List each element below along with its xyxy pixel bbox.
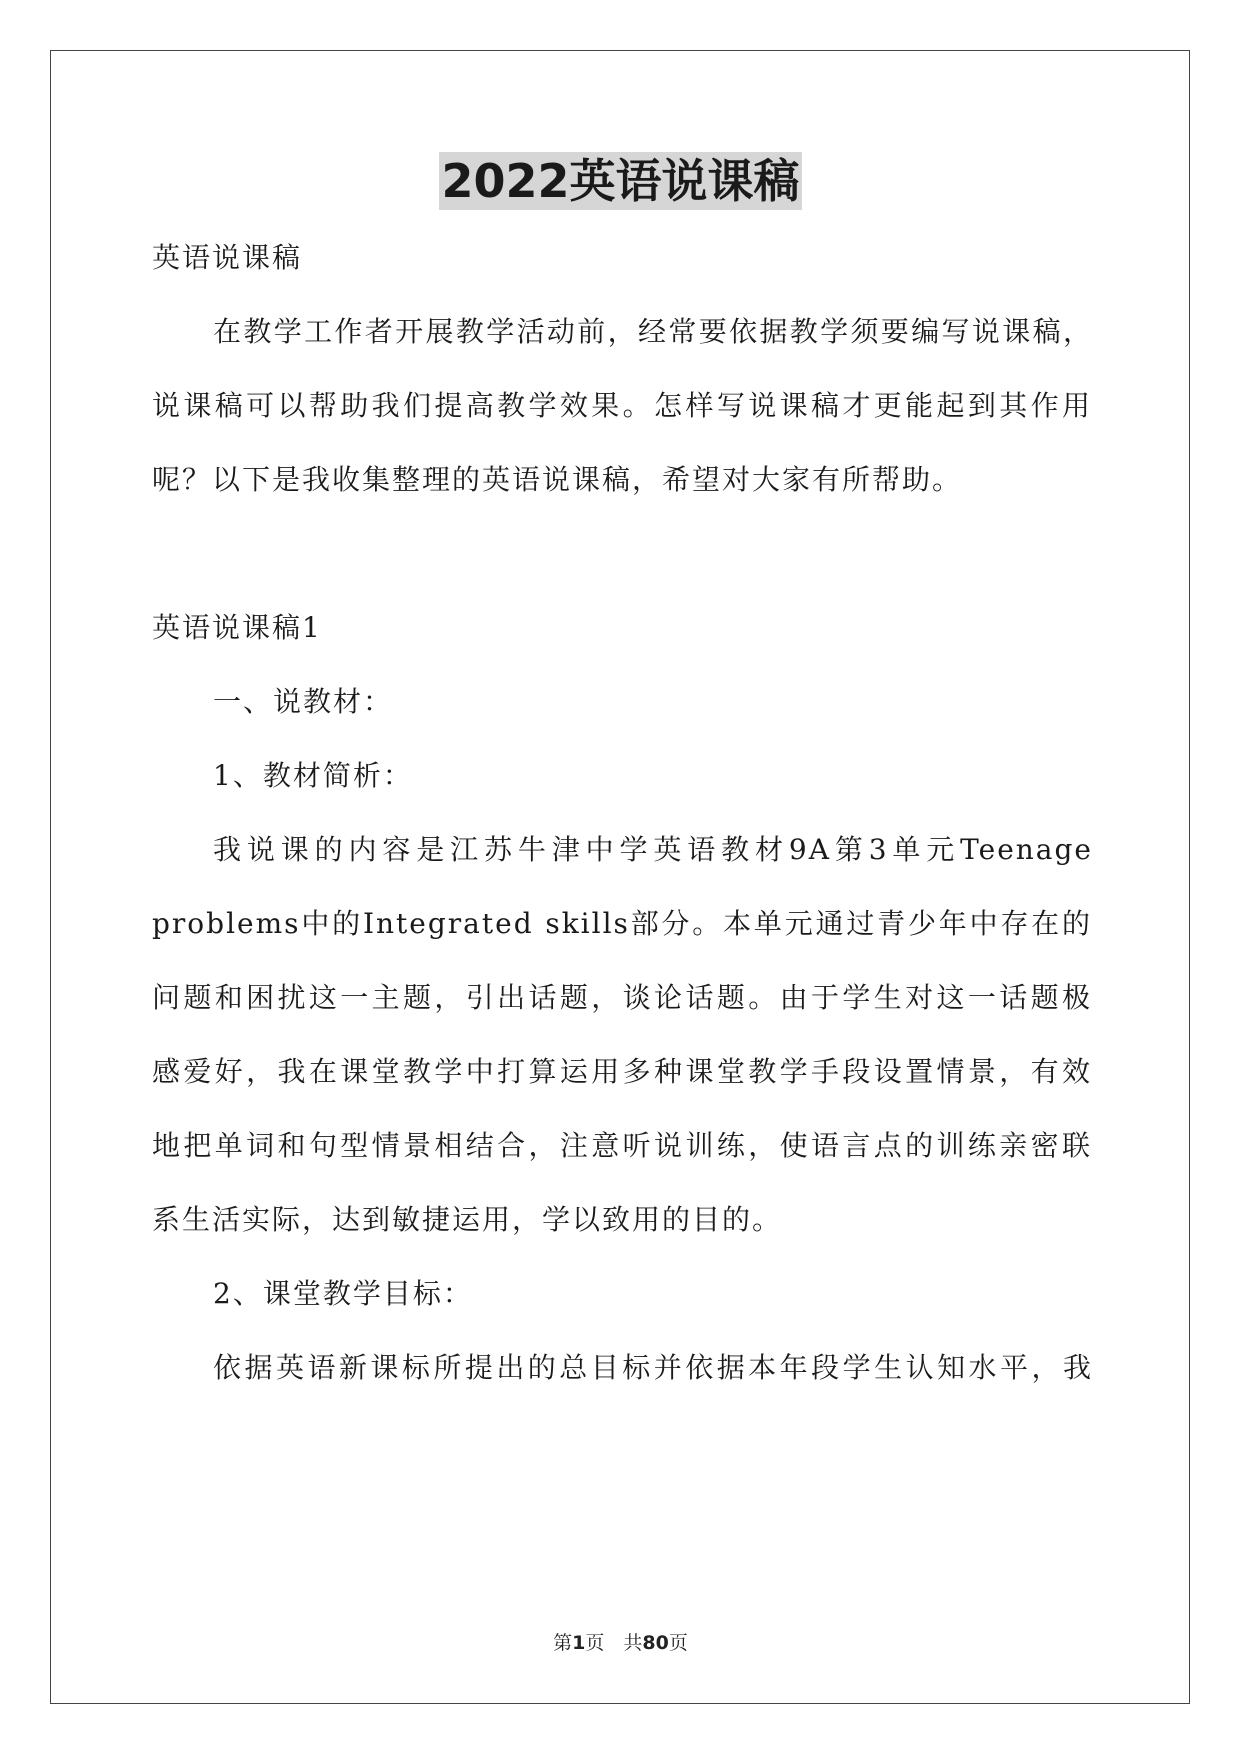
paragraph-line: 地把单词和句型情景相结合，注意听说训练，使语言点的训练亲密联 xyxy=(152,1129,1092,1162)
title-container xyxy=(0,152,1241,210)
paragraph-line: 说课稿可以帮助我们提高教学效果。怎样写说课稿才更能起到其作用 xyxy=(152,389,1092,422)
paragraph-line: 在教学工作者开展教学活动前，经常要依据教学须要编写说课稿， xyxy=(213,315,1093,348)
footer-suffix: 页 xyxy=(668,1632,688,1654)
footer-total-pages: 80 xyxy=(642,1632,669,1654)
subsection-heading: 2、课堂教学目标： xyxy=(213,1277,473,1310)
document-title: 2022英语说课稿 xyxy=(441,154,800,208)
paragraph-line: 问题和困扰这一主题，引出话题，谈论话题。由于学生对这一话题极 xyxy=(152,981,1092,1014)
subsection-heading: 一、说教材： xyxy=(213,685,394,718)
paragraph-line: 呢？以下是我收集整理的英语说课稿，希望对大家有所帮助。 xyxy=(152,463,963,496)
footer-prefix: 第 xyxy=(553,1632,573,1654)
page-footer xyxy=(0,1628,1241,1655)
footer-middle: 页 共 xyxy=(585,1632,643,1654)
paragraph-line: 依据英语新课标所提出的总目标并依据本年段学生认知水平，我 xyxy=(213,1351,1093,1384)
subsection-heading: 1、教材简析： xyxy=(213,759,413,792)
section-heading: 英语说课稿 xyxy=(152,241,303,274)
footer-page-number: 1 xyxy=(572,1632,586,1654)
page-border xyxy=(50,50,1190,1704)
paragraph-line: problems中的Integrated skills部分。本单元通过青少年中存在的 xyxy=(152,907,1092,940)
paragraph-line: 我说课的内容是江苏牛津中学英语教材9A第3单元Teenage xyxy=(213,833,1093,866)
section-heading: 英语说课稿1 xyxy=(152,611,322,644)
paragraph-line: 系生活实际，达到敏捷运用，学以致用的目的。 xyxy=(152,1203,783,1236)
paragraph-line: 感爱好，我在课堂教学中打算运用多种课堂教学手段设置情景，有效 xyxy=(152,1055,1092,1088)
